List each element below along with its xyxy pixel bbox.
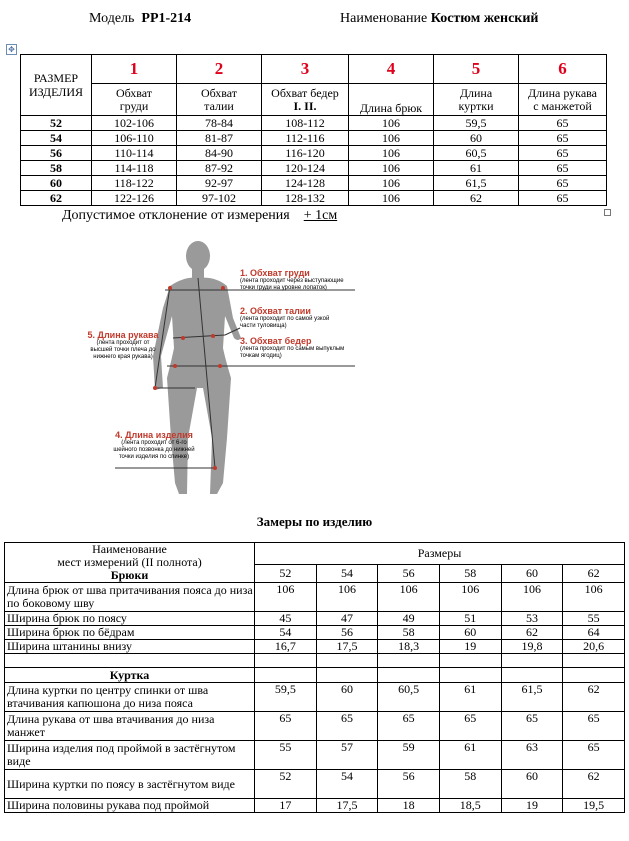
col-header: Длина рукава с манжетой (519, 84, 607, 116)
value-cell: 106-110 (92, 131, 177, 146)
measurement-value: 106 (316, 583, 378, 612)
value-cell: 120-124 (262, 161, 349, 176)
measurement-name: Ширина куртки по поясу в застёгнутом виде (5, 770, 255, 799)
measurement-value: 60,5 (378, 683, 440, 712)
measurement-value: 106 (255, 583, 317, 612)
name-header: Наименование мест измерений (II полнота) Брюки (5, 543, 255, 583)
value-cell: 106 (349, 161, 434, 176)
measurement-value: 49 (378, 612, 440, 626)
value-cell: 106 (349, 191, 434, 206)
size-column-header: 56 (378, 565, 440, 583)
value-cell: 59,5 (434, 116, 519, 131)
measurement-value: 19 (501, 799, 563, 813)
measurement-row (5, 799, 625, 813)
value-cell: 106 (349, 146, 434, 161)
size-row (21, 131, 607, 146)
name-label: Наименование (340, 11, 428, 26)
label-sleeve: 5. Длина рукава (лента проходит от высшей точки плеча до нижнего края рукава) (87, 330, 159, 360)
measurements-title: Замеры по изделию (256, 514, 373, 529)
value-cell: 60 (434, 131, 519, 146)
product-name-line (340, 11, 539, 27)
size-cell: 52 (21, 116, 92, 131)
measurement-value: 59,5 (255, 683, 317, 712)
col-number: 4 (349, 55, 434, 84)
model-value: PP1-214 (141, 11, 192, 26)
measurement-row (5, 712, 625, 741)
size-column-header: 60 (501, 565, 563, 583)
measurement-value: 58 (439, 770, 501, 799)
tolerance-value: + 1см (303, 208, 338, 223)
size-column-header: 52 (255, 565, 317, 583)
measurement-value: 19,5 (563, 799, 625, 813)
measurement-name: Ширина штанины внизу (5, 640, 255, 654)
value-cell: 108-112 (262, 116, 349, 131)
measurement-value: 55 (255, 741, 317, 770)
measurement-value: 54 (316, 770, 378, 799)
size-row (21, 191, 607, 206)
measurement-value: 16,7 (255, 640, 317, 654)
size-cell: 56 (21, 146, 92, 161)
measurement-value: 18,5 (439, 799, 501, 813)
measurement-name: Ширина половины рукава под проймой (5, 799, 255, 813)
measurement-value: 47 (316, 612, 378, 626)
col-number: 6 (519, 55, 607, 84)
value-cell: 112-116 (262, 131, 349, 146)
label-chest: 1. Обхват груди (лента проходит через выступающие точки груди на уровне лопаток) (240, 268, 344, 291)
value-cell: 78-84 (177, 116, 262, 131)
measurement-value: 19,8 (501, 640, 563, 654)
value-cell: 61,5 (434, 176, 519, 191)
value-cell: 118-122 (92, 176, 177, 191)
value-cell: 65 (519, 191, 607, 206)
measurement-value: 45 (255, 612, 317, 626)
sizes-header: Размеры (255, 543, 625, 565)
value-cell: 114-118 (92, 161, 177, 176)
measurement-value: 106 (378, 583, 440, 612)
measurement-name: Длина рукава от шва втачивания до низа манжет (5, 712, 255, 741)
measurement-name: Ширина брюк по бёдрам (5, 626, 255, 640)
measurement-name: Ширина брюк по поясу (5, 612, 255, 626)
measurement-value: 20,6 (563, 640, 625, 654)
measurement-value: 65 (255, 712, 317, 741)
measurements-table (4, 542, 625, 813)
size-header: РАЗМЕР ИЗДЕЛИЯ (21, 55, 92, 116)
size-column-header: 54 (316, 565, 378, 583)
measurement-name: Ширина изделия под проймой в застёгнутом виде (5, 741, 255, 770)
measurement-value: 19 (439, 640, 501, 654)
measurement-row (5, 612, 625, 626)
value-cell: 81-87 (177, 131, 262, 146)
measurement-name: Длина брюк от шва притачивания пояса до низа по боковому шву (5, 583, 255, 612)
name-value: Костюм женский (430, 11, 539, 26)
measurement-row (5, 741, 625, 770)
size-row (21, 161, 607, 176)
value-cell: 65 (519, 146, 607, 161)
value-cell: 106 (349, 176, 434, 191)
size-column-header: 58 (439, 565, 501, 583)
col-header: Обхват бедер I. II. (262, 84, 349, 116)
col-number: 3 (262, 55, 349, 84)
measurement-value: 65 (563, 741, 625, 770)
measurement-value: 65 (501, 712, 563, 741)
value-cell: 61 (434, 161, 519, 176)
col-number: 1 (92, 55, 177, 84)
measurement-value: 51 (439, 612, 501, 626)
col-header: Обхват груди (92, 84, 177, 116)
value-cell: 60,5 (434, 146, 519, 161)
measurement-row (5, 640, 625, 654)
measurement-value: 61 (439, 683, 501, 712)
col-number: 5 (434, 55, 519, 84)
measurement-value: 63 (501, 741, 563, 770)
measurement-value: 60 (316, 683, 378, 712)
section-pants: Брюки (110, 568, 149, 582)
measurement-value: 62 (563, 683, 625, 712)
size-cell: 62 (21, 191, 92, 206)
measurement-value: 59 (378, 741, 440, 770)
measurement-value: 62 (501, 626, 563, 640)
measurement-value: 65 (439, 712, 501, 741)
label-waist: 2. Обхват талии (лента проходит по самой узкой части туловища) (240, 306, 330, 329)
value-cell: 87-92 (177, 161, 262, 176)
measurement-value: 106 (439, 583, 501, 612)
size-row (21, 176, 607, 191)
measurement-value: 17,5 (316, 640, 378, 654)
col-number: 2 (177, 55, 262, 84)
col-header: Длина брюк (349, 84, 434, 116)
measurement-row (5, 583, 625, 612)
measurement-value: 54 (255, 626, 317, 640)
size-column-header: 62 (563, 565, 625, 583)
measurement-value: 17,5 (316, 799, 378, 813)
measurement-value: 18,3 (378, 640, 440, 654)
move-handle-icon[interactable]: ✥ (6, 44, 17, 55)
value-cell: 124-128 (262, 176, 349, 191)
label-hips: 3. Обхват бедер (лента проходит по самым выпуклым точкам ягодиц) (240, 336, 345, 359)
measurement-row (5, 770, 625, 799)
resize-handle-icon[interactable] (604, 209, 611, 216)
size-row (21, 146, 607, 161)
value-cell: 128-132 (262, 191, 349, 206)
measurement-value: 56 (316, 626, 378, 640)
measurement-row (5, 683, 625, 712)
value-cell: 65 (519, 116, 607, 131)
size-table (20, 54, 607, 206)
model-line (89, 11, 191, 27)
measurement-value: 57 (316, 741, 378, 770)
spacer-row (5, 654, 255, 668)
label-length: 4. Длина изделия (лента проходит от 6-го шейного позвонка до нижней точки изделия по спинке) (113, 430, 195, 460)
value-cell: 84-90 (177, 146, 262, 161)
size-cell: 60 (21, 176, 92, 191)
measurement-value: 65 (563, 712, 625, 741)
measurement-value: 61 (439, 741, 501, 770)
value-cell: 97-102 (177, 191, 262, 206)
measurement-value: 17 (255, 799, 317, 813)
col-header: Длина куртки (434, 84, 519, 116)
measurement-value: 58 (378, 626, 440, 640)
measurement-value: 56 (378, 770, 440, 799)
size-cell: 58 (21, 161, 92, 176)
measurement-value: 55 (563, 612, 625, 626)
measurement-value: 53 (501, 612, 563, 626)
value-cell: 122-126 (92, 191, 177, 206)
value-cell: 110-114 (92, 146, 177, 161)
value-cell: 106 (349, 131, 434, 146)
value-cell: 116-120 (262, 146, 349, 161)
measurement-value: 60 (501, 770, 563, 799)
measurement-value: 52 (255, 770, 317, 799)
measurement-value: 61,5 (501, 683, 563, 712)
measurement-value: 65 (378, 712, 440, 741)
measurement-value: 106 (501, 583, 563, 612)
measurement-row (5, 626, 625, 640)
size-row (21, 116, 607, 131)
section-jacket: Куртка (109, 667, 150, 682)
value-cell: 65 (519, 176, 607, 191)
section-jacket-cell (5, 668, 255, 683)
value-cell: 65 (519, 131, 607, 146)
measurement-figure (75, 238, 375, 503)
measurement-value: 65 (316, 712, 378, 741)
value-cell: 65 (519, 161, 607, 176)
measurement-value: 60 (439, 626, 501, 640)
value-cell: 102-106 (92, 116, 177, 131)
measurement-name: Длина куртки по центру спинки от шва втачивания капюшона до низа пояса (5, 683, 255, 712)
col-header: Обхват талии (177, 84, 262, 116)
tolerance-note: Допустимое отклонение от измерения + 1см (62, 208, 338, 223)
value-cell: 62 (434, 191, 519, 206)
size-cell: 54 (21, 131, 92, 146)
measurement-value: 18 (378, 799, 440, 813)
measurement-value: 64 (563, 626, 625, 640)
measurement-value: 106 (563, 583, 625, 612)
value-cell: 106 (349, 116, 434, 131)
model-label: Модель (89, 11, 135, 26)
value-cell: 92-97 (177, 176, 262, 191)
measurement-value: 62 (563, 770, 625, 799)
